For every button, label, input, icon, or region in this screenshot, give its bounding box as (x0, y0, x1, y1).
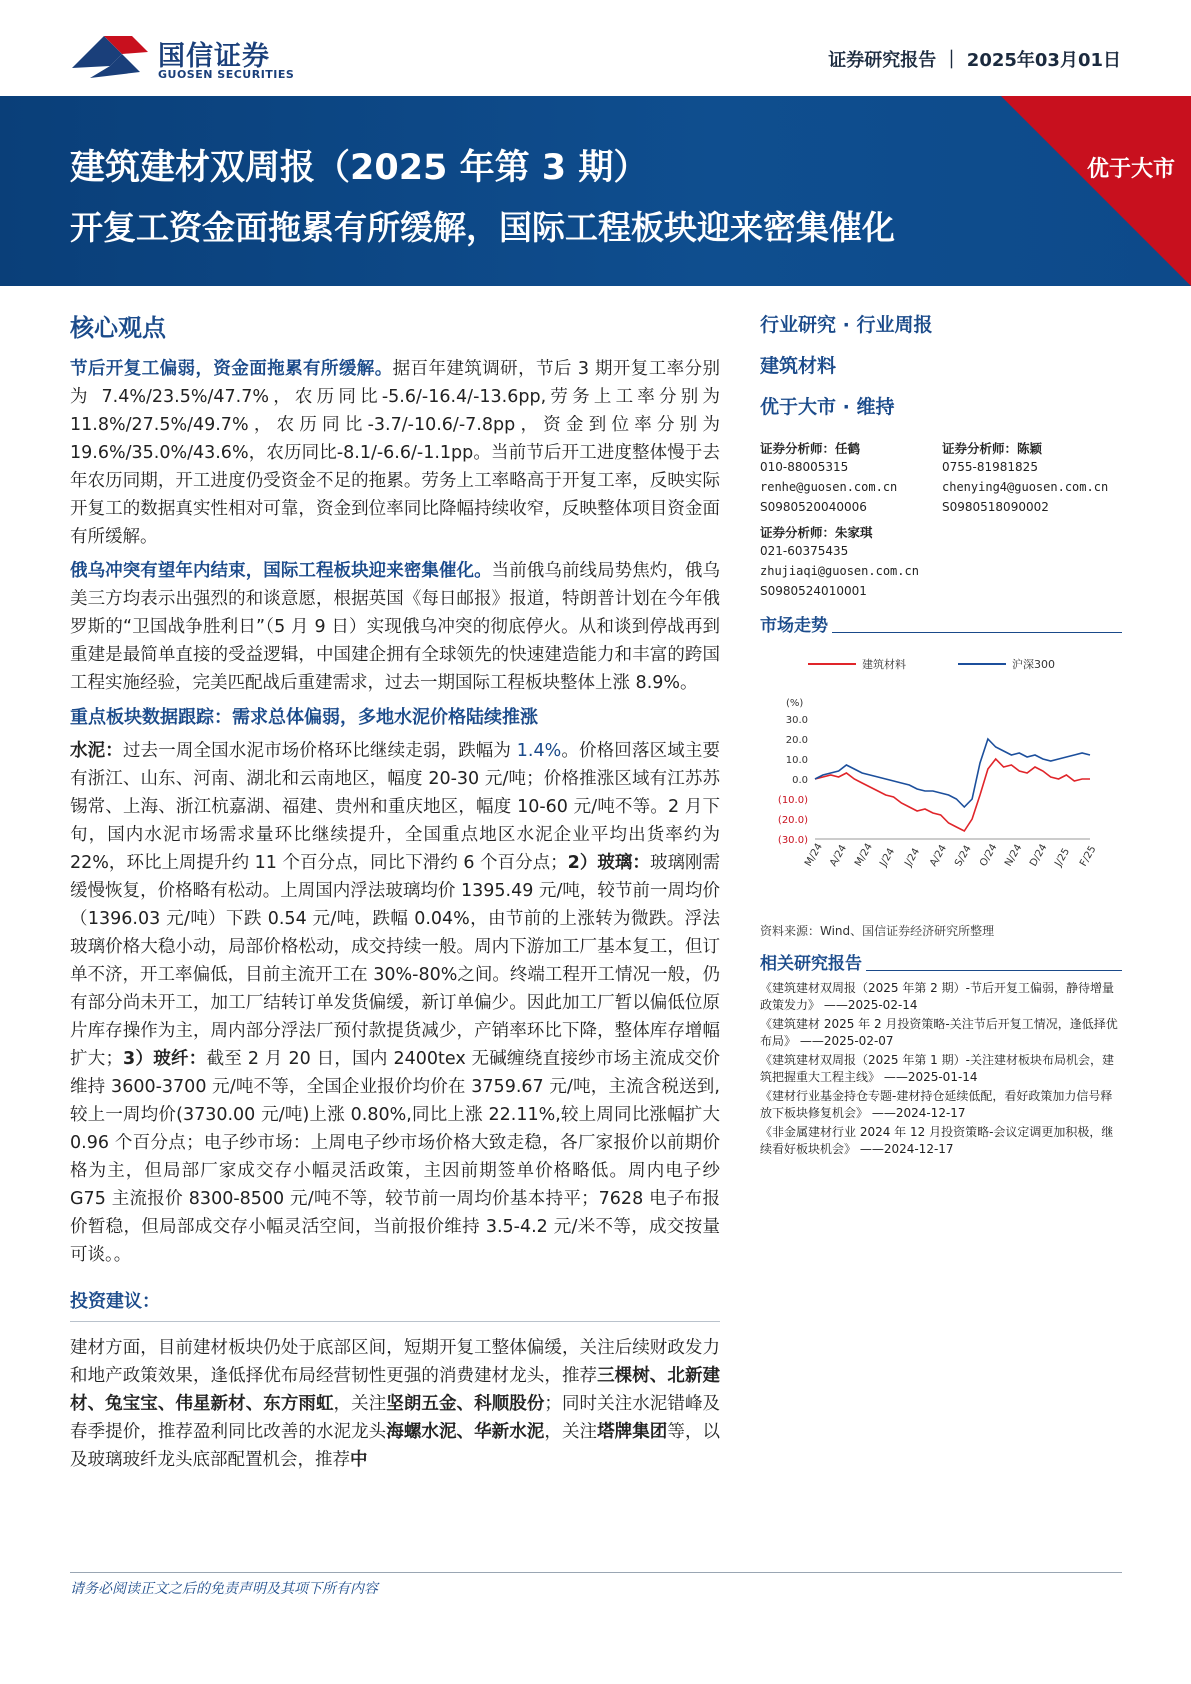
text: 等，以及玻璃玻纤龙头底部配置机会，推荐 (70, 1422, 721, 1470)
legend-label: 建筑材料 (862, 658, 906, 671)
y-tick-label: (30.0) (777, 835, 808, 846)
section-rule (832, 632, 1122, 633)
paragraph-body: 据百年建筑调研，节后 3 期开复工率分别为 7.4%/23.5%/47.7%，农历同比-5.6/-16.4/-13.6pp,劳务上工率分别为 11.8%/27.5%/49.7%，农历同比-3.7/-10.6/-7.8pp，资金到位率分别为 19.6%/35.0%/43.6%，农历同比-8.1/-6.6/-1.1pp。当前节后开工进度整体慢于去年农历同期，开工进度仍受资金不足的拖累。劳务上工率略高于开复工率，反映实际开复工的数据真实性相对可靠，资金到位率同比降幅持续收窄，反映整体项目资金面有所缓解。 (70, 359, 721, 547)
analyst-cert: S0980524010001 (760, 584, 867, 598)
analyst-name: 证券分析师：任鹤 (760, 441, 861, 456)
paragraph-body: 当前俄乌前线局势焦灼，俄乌美三方均表示出强烈的和谈意愿，根据英国《每日邮报》报道，特朗普计划在今年俄罗斯的“卫国战争胜利日”（5 月 9 日）实现俄乌冲突的彻底停火。从和谈到停战再到重建是最简单直接的受益逻辑，中国建企拥有全球领先的快速建造能力和丰富的跨国工程实施经验，完美匹配战后重建需求，过去一期国际工程板块整体上涨 8.9%。 (70, 561, 721, 693)
paragraph-international (70, 557, 720, 697)
recommended-glass: 中 (350, 1450, 368, 1470)
investment-heading: 投资建议： (70, 1291, 160, 1312)
cement-lead: 水泥： (70, 741, 123, 761)
text: 截至 2 月 20 日，国内 2400tex 无碱缠绕直接纱市场主流成交价维持 3600-3700 元/吨不等，全国企业报价均价在 3759.67 元/吨，主流含税送到,较上一周均价(3730.00 元/吨)上涨 0.80%,同比上涨 22.11%,较上周同比涨幅扩大 0.96 个百分点；电子纱市场：上周电子纱市场价格大致走稳，各厂家报价以前期价格为主，但局部厂家成交存小幅灵活政策，主因前期签单价格略低。周内电子纱 G75 主流报价 8300-8500 元/吨不等，较节前一周均价基本持平；7628 电子布报价暂稳，但局部成交存小幅灵活空间，当前报价维持 3.5-4.2 元/米不等，成交按量可谈。。 (70, 1049, 720, 1265)
report-type-date: 证券研究报告 ｜ 2025年03月01日 (828, 50, 1121, 71)
text: 建材方面，目前建材板块仍处于底部区间，短期开复工整体偏缓，关注后续财政发力和地产政策效果，逢低择优布局经营韧性更强的消费建材龙头，推荐 (70, 1338, 720, 1386)
market-trend-heading (760, 611, 1122, 636)
y-tick-label: 30.0 (785, 715, 808, 726)
analyst-cert: S0980518090002 (942, 500, 1049, 514)
x-tick-label: O/24 (978, 842, 1000, 869)
report-subtitle: 开复工资金面拖累有所缓解，国际工程板块迎来密集催化 (70, 208, 895, 247)
text: 玻璃刚需缓慢恢复，价格略有松动。上周国内浮法玻璃均价 1395.49 元/吨，较节前一周均价（1396.03 元/吨）下跌 0.54 元/吨，跌幅 0.04%，由节前的上涨转为微跌。浮法玻璃价格大稳小动，局部价格松动，成交持续一般。周内下游加工厂基本复工，但订单不济，开工率偏低，目前主流开工在 30%-80%之间。终端工程开工情况一般，仍有部分尚未开工，加工厂结转订单发货偏缓，新订单偏少。因此加工厂暂以偏低位原片库存操作为主，周内部分浮法厂预付款提货减少，产销率环比下降，整体库存增幅扩大； (70, 853, 721, 1069)
related-report-item[interactable]: 《建材行业基金持仓专题-建材持仓延续低配，看好政策加力信号释放下板块修复机会》 ——2024-12-17 (760, 1089, 1113, 1120)
paragraph-sector-data (70, 737, 720, 1269)
cement-drop-value: 1.4% (516, 741, 562, 761)
paragraph-construction (70, 355, 720, 551)
analyst-name: 证券分析师：陈颖 (942, 441, 1043, 456)
y-tick-label: (10.0) (777, 795, 808, 806)
related-report-item[interactable]: 《建筑建材双周报（2025 年第 2 期）-节后开复工偏弱，静待增量政策发力》 ——2025-02-14 (760, 981, 1114, 1012)
analyst-name: 证券分析师：朱家琪 (760, 525, 873, 540)
text: 。价格回落区域主要有浙江、山东、河南、湖北和云南地区，幅度 20-30 元/吨；价格推涨区域有江苏苏锡常、上海、浙江杭嘉湖、福建、贵州和重庆地区，幅度 10-60 元/吨不等。2 月下旬，国内水泥市场需求量环比继续提升，全国重点地区水泥企业平均出货率约为 22%，环比上周提升约 11 个百分点，同比下滑约 6 个百分点； (70, 741, 721, 873)
section-title: 相关研究报告 (760, 954, 862, 974)
analyst-cert: S0980520040006 (760, 500, 867, 514)
x-tick-label: S/24 (953, 843, 974, 869)
related-report-item[interactable]: 《建筑建材双周报（2025 年第 1 期）-关注建材板块布局机会，建筑把握重大工程主线》 ——2025-01-14 (760, 1053, 1114, 1084)
recommended-stocks: 三棵树、北新建材、兔宝宝、伟星新材、东方雨虹 (70, 1366, 721, 1414)
x-tick-label: J/25 (1053, 846, 1073, 869)
rating-tag: 优于大市 · 维持 (760, 396, 895, 418)
legend-label: 沪深300 (1012, 658, 1055, 671)
x-tick-label: J/24 (903, 846, 923, 869)
sidebar (760, 310, 1122, 1158)
analyst-card (760, 433, 942, 517)
section-title: 市场走势 (760, 616, 828, 636)
chart-source: 资料来源：Wind、国信证券经济研究所整理 (760, 924, 995, 938)
analyst-phone: 021-60375435 (760, 544, 849, 558)
market-trend-chart (760, 644, 1122, 914)
watch-stocks: 坚朗五金、科顺股份 (386, 1394, 545, 1414)
related-reports-heading (760, 949, 1122, 974)
text: ；同时关注水泥错峰及春季提价，推荐盈利同比改善的水泥龙头 (70, 1394, 721, 1442)
recommended-cement: 海螺水泥、华新水泥 (386, 1422, 545, 1442)
disclaimer: 请务必阅读正文之后的免责声明及其项下所有内容 (70, 1581, 378, 1597)
y-tick-label: 0.0 (792, 775, 808, 786)
x-tick-label: J/24 (878, 846, 898, 869)
y-tick-label: 10.0 (785, 755, 808, 766)
y-tick-label: 20.0 (785, 735, 808, 746)
analyst-email[interactable]: renhe@guosen.com.cn (760, 480, 898, 494)
data-tracking-heading: 重点板块数据跟踪：需求总体偏弱，多地水泥价格陆续推涨 (70, 707, 538, 728)
title-banner (0, 96, 1191, 286)
text: 过去一周全国水泥市场价格环比继续走弱，跌幅为 (122, 741, 517, 761)
paragraph-lead: 俄乌冲突有望年内结束，国际工程板块迎来密集催化。 (70, 561, 492, 581)
analyst-phone: 010-88005315 (760, 460, 849, 474)
rating-badge: 优于大市 (1086, 157, 1175, 182)
report-title: 建筑建材双周报（2025 年第 3 期） (70, 148, 649, 188)
x-tick-label: A/24 (828, 843, 850, 869)
analyst-card (760, 517, 942, 601)
analyst-phone: 0755-81981825 (942, 460, 1038, 474)
industry-tag: 行业研究 · 行业周报 (760, 314, 933, 336)
related-report-item[interactable]: 《建筑建材 2025 年 2 月投资策略-关注节后开复工情况，逢低择优布局》 ——2025-02-07 (760, 1017, 1118, 1048)
glass-lead: 2）玻璃： (567, 853, 650, 873)
x-tick-label: M/24 (853, 841, 875, 869)
text: ，关注 (544, 1422, 598, 1442)
y-tick-label: (20.0) (777, 815, 808, 826)
section-rule (866, 970, 1122, 971)
banner-corner-ribbon (1001, 96, 1191, 286)
analyst-email[interactable]: zhujiaqi@guosen.com.cn (760, 564, 919, 578)
guosen-logo-icon (70, 32, 150, 80)
watch-cement: 塔牌集团 (597, 1422, 668, 1442)
y-unit-label: (%) (786, 698, 804, 709)
series-line-csi300 (815, 739, 1090, 807)
brand-name-en: GUOSEN SECURITIES (158, 68, 295, 81)
brand-name: 国信证券 (158, 41, 270, 72)
analyst-email[interactable]: chenying4@guosen.com.cn (942, 480, 1109, 494)
x-tick-label: N/24 (1003, 842, 1025, 869)
paragraph-investment (70, 1334, 720, 1474)
x-tick-label: F/25 (1078, 844, 1099, 869)
related-report-item[interactable]: 《非金属建材行业 2024 年 12 月投资策略-会议定调更加积极，继续看好板块机会》 ——2024-12-17 (760, 1125, 1114, 1156)
core-view-heading: 核心观点 (70, 314, 166, 342)
text: ，关注 (333, 1394, 387, 1414)
analyst-list (760, 433, 1122, 601)
x-tick-label: M/24 (803, 841, 825, 869)
divider (70, 1321, 720, 1322)
analyst-card (942, 433, 1122, 517)
x-tick-label: A/24 (928, 843, 950, 869)
paragraph-lead: 节后开复工偏弱，资金面拖累有所缓解。 (70, 359, 393, 379)
x-tick-label: D/24 (1028, 842, 1050, 869)
related-reports-list (760, 980, 1122, 1158)
chart-canvas (760, 644, 1122, 914)
fiberglass-lead: 3）玻纤： (123, 1049, 207, 1069)
sector-tag: 建筑材料 (760, 355, 837, 377)
main-content (70, 300, 720, 1480)
footer-divider (70, 1572, 1122, 1573)
